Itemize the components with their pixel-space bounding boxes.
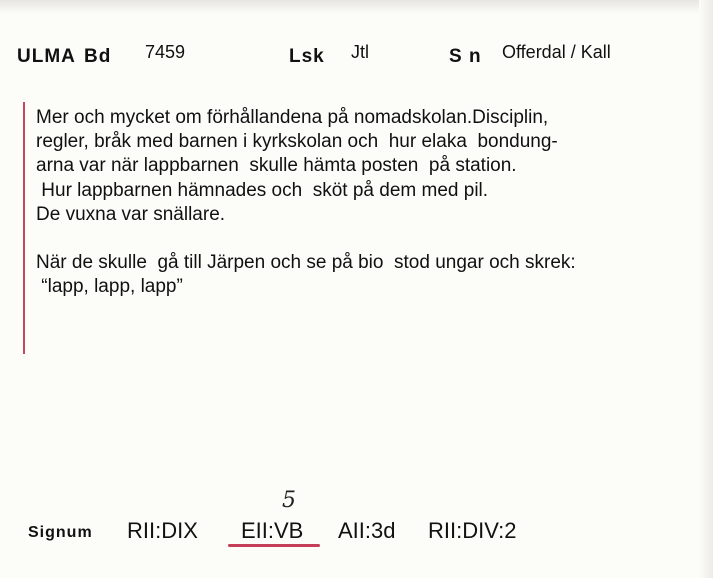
signum-code: AII:3d — [338, 518, 396, 543]
sn-value: Offerdal / Kall — [502, 42, 611, 62]
card-top-edge — [0, 0, 713, 14]
card-right-edge — [699, 0, 713, 578]
handwritten-mark: 5 — [282, 488, 296, 513]
archive-label: ULMA — [17, 46, 76, 67]
bd-label: Bd — [84, 46, 112, 67]
sn-label: S n — [449, 46, 482, 67]
signum-code: EII:VB — [241, 518, 304, 543]
lsk-label: Lsk — [289, 46, 325, 67]
red-margin-line — [23, 102, 25, 354]
signum-label: Signum — [28, 524, 93, 541]
signum-code: RII:DIX — [127, 518, 198, 543]
bd-value: 7459 — [145, 42, 186, 62]
signum-row — [28, 514, 688, 554]
card-body-text: Mer och mycket om förhållandena på nomadskolan.Disciplin, regler, bråk med barnen i kyrkskolan och hur elaka bondung- arna var när lappbarnen skulle hämta posten på station. Hur lappbarnen hämnades och sköt på dem med pil. De vuxna var snällare. När de skulle gå till Järpen och se på bio stod ungar och skrek: “lapp, lapp, lapp” — [36, 107, 576, 298]
red-underline — [228, 544, 320, 547]
signum-code: RII:DIV:2 — [428, 518, 517, 543]
card-header — [17, 40, 697, 70]
lsk-value: Jtl — [351, 42, 369, 62]
